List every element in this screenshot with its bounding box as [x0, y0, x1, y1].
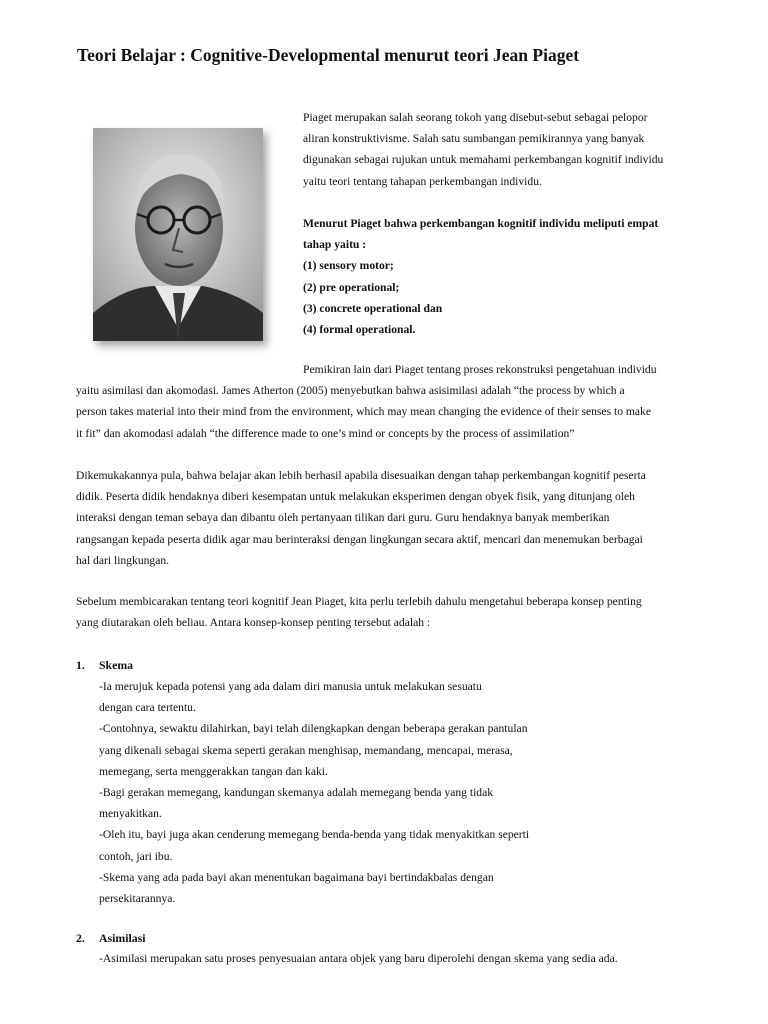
- text-line: interaksi dengan teman sebaya dan dibantu oleh pertanyaan tilikan dari guru. Guru hendaknya banyak memberikan: [76, 511, 610, 525]
- text-line: it fit” dan akomodasi adalah “the difference made to one’s mind or concepts by the process of assimilation”: [76, 426, 575, 440]
- text-line: Dikemukakannya pula, bahwa belajar akan lebih berhasil apabila disesuaikan dengan tahap perkembangan kognitif peserta: [76, 469, 646, 482]
- list-item: (4) formal operational.: [303, 323, 416, 337]
- text-line: yang dikenali sebagai skema seperti gerakan menghisap, memandang, mencapai, merasa,: [99, 743, 513, 757]
- text-line: Menurut Piaget bahwa perkembangan kognitif individu meliputi empat: [303, 217, 659, 230]
- text-line: -Oleh itu, bayi juga akan cenderung memegang benda-benda yang tidak menyakitkan seperti: [99, 828, 530, 842]
- intro-paragraph: [303, 107, 743, 192]
- text-line: -Asimilasi merupakan satu proses penyesuaian antara objek yang baru diperolehi dengan skema yang sedia ada.: [99, 952, 618, 965]
- stages-list: [303, 213, 743, 340]
- section-number: 1.: [76, 658, 85, 672]
- text-line: yang diutarakan oleh beliau. Antara konsep-konsep penting tersebut adalah :: [76, 616, 431, 630]
- text-line: person takes material into their mind from the environment, which may mean changing the evidence of their senses to make: [76, 405, 652, 419]
- text-line: contoh, jari ibu.: [99, 849, 173, 863]
- text-line: tahap yaitu :: [303, 238, 367, 252]
- text-line: rangsangan kepada peserta didik agar mau berinteraksi dengan lingkungan secara aktif, mencari dan menemukan berbagai: [76, 532, 643, 546]
- list-item: (2) pre operational;: [303, 280, 400, 294]
- text-line: didik. Peserta didik hendaknya diberi kesempatan untuk melakukan eksperimen dengan obyek fisik, yang ditunjang oleh: [76, 490, 635, 504]
- text-line: -Contohnya, sewaktu dilahirkan, bayi telah dilengkapkan dengan beberapa gerakan pantulan: [99, 722, 528, 736]
- text-line: yaitu teori tentang tahapan perkembangan individu.: [303, 174, 542, 188]
- document-title: Teori Belajar : Cognitive-Developmental menurut teori Jean Piaget: [77, 45, 580, 65]
- text-line: menyakitkan.: [99, 807, 162, 821]
- concepts-paragraph: [76, 591, 726, 633]
- section-title: Asimilasi: [99, 931, 146, 945]
- text-line: -Skema yang ada pada bayi akan menentukan bagaimana bayi bertindakbalas dengan: [99, 870, 494, 884]
- learning-paragraph: [76, 465, 726, 571]
- section-number: 2.: [76, 931, 85, 945]
- text-line: -Bagi gerakan memegang, kandungan skemanya adalah memegang benda yang tidak: [99, 786, 494, 800]
- text-line: dengan cara tertentu.: [99, 701, 196, 715]
- portrait-photo: [93, 128, 263, 341]
- text-line: memegang, serta menggerakkan tangan dan kaki.: [99, 764, 328, 778]
- section-body: [99, 676, 719, 909]
- text-line: Pemikiran lain dari Piaget tentang proses rekonstruksi pengetahuan individu: [303, 363, 657, 376]
- section-body: [99, 948, 719, 969]
- text-line: Sebelum membicarakan tentang teori kognitif Jean Piaget, kita perlu terlebih dahulu mengetahui beberapa konsep penting: [76, 595, 642, 608]
- text-line: digunakan sebagai rujukan untuk memahami perkembangan kognitif individu: [303, 153, 664, 167]
- assimilation-paragraph: [76, 359, 726, 444]
- section-title: Skema: [99, 658, 134, 672]
- text-line: Piaget merupakan salah seorang tokoh yang disebut-sebut sebagai pelopor: [303, 111, 648, 124]
- text-line: -Ia merujuk kepada potensi yang ada dalam diri manusia untuk melakukan sesuatu: [99, 680, 482, 693]
- text-line: hal dari lingkungan.: [76, 553, 170, 567]
- text-line: aliran konstruktivisme. Salah satu sumbangan pemikirannya yang banyak: [303, 132, 645, 146]
- list-item: (3) concrete operational dan: [303, 301, 443, 315]
- text-line: yaitu asimilasi dan akomodasi. James Atherton (2005) menyebutkan bahwa asisimilasi adalah “the process by which a: [76, 384, 625, 398]
- list-item: (1) sensory motor;: [303, 259, 394, 273]
- text-line: persekitarannya.: [99, 892, 176, 906]
